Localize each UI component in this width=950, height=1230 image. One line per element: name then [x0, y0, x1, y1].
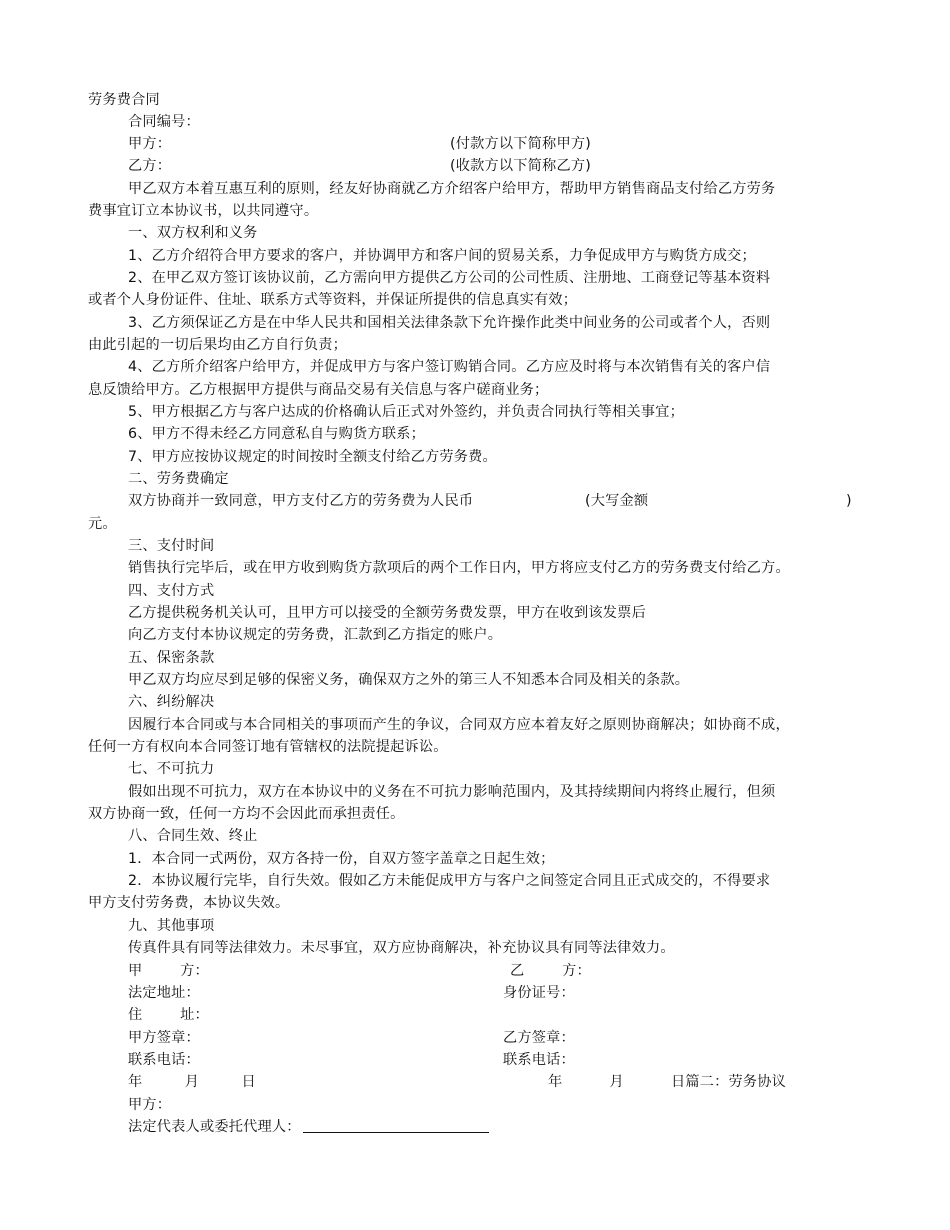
intro-line-2: 费事宜订立本协议书，以共同遵守。 [88, 203, 319, 219]
signature-party-b-seal: 乙方签章： [503, 1030, 575, 1046]
section-7-title: 七、不可抗力 [128, 761, 215, 777]
section-9-para: 传真件具有同等法律效力。未尽事宜，双方应协商解决，补充协议具有同等法律效力。 [128, 940, 675, 956]
signature-party-b: 乙 方： [510, 963, 591, 979]
signature-party-a: 甲 方： [128, 963, 209, 979]
signature-party-b-phone: 联系电话： [503, 1052, 575, 1068]
section-2-para-2: 元。 [88, 516, 117, 532]
section-6-para-1: 因履行本合同或与本合同相关的事项而产生的争议，合同双方应本着友好之原则协商解决；如协商不成， [128, 717, 790, 733]
contract-number: 合同编号： [128, 114, 200, 130]
signature-party-b-date: 年 月 日篇二：劳务协议 [548, 1074, 787, 1090]
section-1-item-6: 6、甲方不得未经乙方同意私自与购货方联系； [128, 426, 425, 442]
section-4-para-1: 乙方提供税务机关认可，且甲方可以接受的全额劳务费发票，甲方在收到该发票后 [128, 605, 646, 621]
section-8-item-2a: 2．本协议履行完毕，自行失效。假如乙方未能促成甲方与客户之间签定合同且正式成交的，不得要求 [128, 873, 771, 889]
intro-line-1: 甲乙双方本着互惠互利的原则，经友好协商就乙方介绍客户给甲方，帮助甲方销售商品支付给乙方劳务 [128, 181, 776, 197]
party-a-note: (付款方以下简称甲方) [450, 136, 591, 152]
section-6-para-2: 任何一方有权向本合同签订地有管辖权的法院提起诉讼。 [88, 739, 448, 755]
section-9-title: 九、其他事项 [128, 918, 215, 934]
section-1-item-3a: 3、乙方须保证乙方是在中华人民共和国相关法律条款下允许操作此类中间业务的公司或者个人，否则 [128, 315, 771, 331]
part2-party-a: 甲方： [128, 1097, 172, 1113]
section-1-item-4b: 息反馈给甲方。乙方根据甲方提供与商品交易有关信息与客户磋商业务； [88, 382, 549, 398]
section-7-para-1: 假如出现不可抗力，双方在本协议中的义务在不可抗力影响范围内，及其持续期间内将终止履行，但须 [128, 784, 776, 800]
section-2-amount-close: ) [846, 493, 852, 509]
section-5-para: 甲乙双方均应尽到足够的保密义务，确保双方之外的第三人不知悉本合同及相关的条款。 [128, 672, 690, 688]
section-5-title: 五、保密条款 [128, 650, 215, 666]
section-7-para-2: 双方协商一致，任何一方均不会因此而承担责任。 [88, 806, 405, 822]
signature-party-a-seal: 甲方签章： [128, 1030, 200, 1046]
section-3-para: 销售执行完毕后，或在甲方收到购货方款项后的两个工作日内，甲方将应支付乙方的劳务费支付给乙方。 [128, 560, 790, 576]
section-1-item-2a: 2、在甲乙双方签订该协议前，乙方需向甲方提供乙方公司的公司性质、注册地、工商登记等基本资料 [128, 270, 771, 286]
section-1-item-1: 1、乙方介绍符合甲方要求的客户，并协调甲方和客户间的贸易关系，力争促成甲方与购货方成交； [128, 248, 756, 264]
signature-party-a-phone: 联系电话： [128, 1052, 200, 1068]
representative-blank-line [303, 1118, 489, 1133]
section-2-amount-label: (大写金额 [585, 493, 649, 509]
section-3-title: 三、支付时间 [128, 538, 215, 554]
section-2-para-1: 双方协商并一致同意，甲方支付乙方的劳务费为人民币 [128, 493, 474, 509]
part2-representative-label: 法定代表人或委托代理人： [128, 1119, 301, 1135]
party-a-label: 甲方： [128, 136, 172, 152]
section-1-item-5: 5、甲方根据乙方与客户达成的价格确认后正式对外签约，并负责合同执行等相关事宜； [128, 404, 684, 420]
section-1-item-2b: 或者个人身份证件、住址、联系方式等资料，并保证所提供的信息真实有效； [88, 292, 578, 308]
party-b-label: 乙方： [128, 158, 172, 174]
section-4-title: 四、支付方式 [128, 583, 215, 599]
section-6-title: 六、纠纷解决 [128, 694, 215, 710]
section-8-item-1: 1．本合同一式两份，双方各持一份，自双方签字盖章之日起生效； [128, 851, 555, 867]
signature-residence: 住 址： [128, 1007, 209, 1023]
section-8-item-2b: 甲方支付劳务费，本协议失效。 [88, 895, 290, 911]
part2-representative [128, 1117, 489, 1137]
section-1-item-7: 7、甲方应按协议规定的时间按时全额支付给乙方劳务费。 [128, 449, 497, 465]
section-1-item-3b: 由此引起的一切后果均由乙方自行负责； [88, 337, 347, 353]
signature-id-number: 身份证号： [503, 985, 575, 1001]
signature-party-a-date: 年 月 日 [128, 1074, 256, 1090]
section-1-title: 一、双方权利和义务 [128, 225, 258, 241]
signature-legal-address: 法定地址： [128, 985, 200, 1001]
section-2-title: 二、劳务费确定 [128, 471, 229, 487]
party-b-note: (收款方以下简称乙方) [450, 158, 591, 174]
section-8-title: 八、合同生效、终止 [128, 828, 258, 844]
doc-title: 劳务费合同 [88, 92, 160, 108]
section-4-para-2: 向乙方支付本协议规定的劳务费，汇款到乙方指定的账户。 [128, 627, 503, 643]
section-1-item-4a: 4、乙方所介绍客户给甲方，并促成甲方与客户签订购销合同。乙方应及时将与本次销售有关的客户信 [128, 359, 771, 375]
